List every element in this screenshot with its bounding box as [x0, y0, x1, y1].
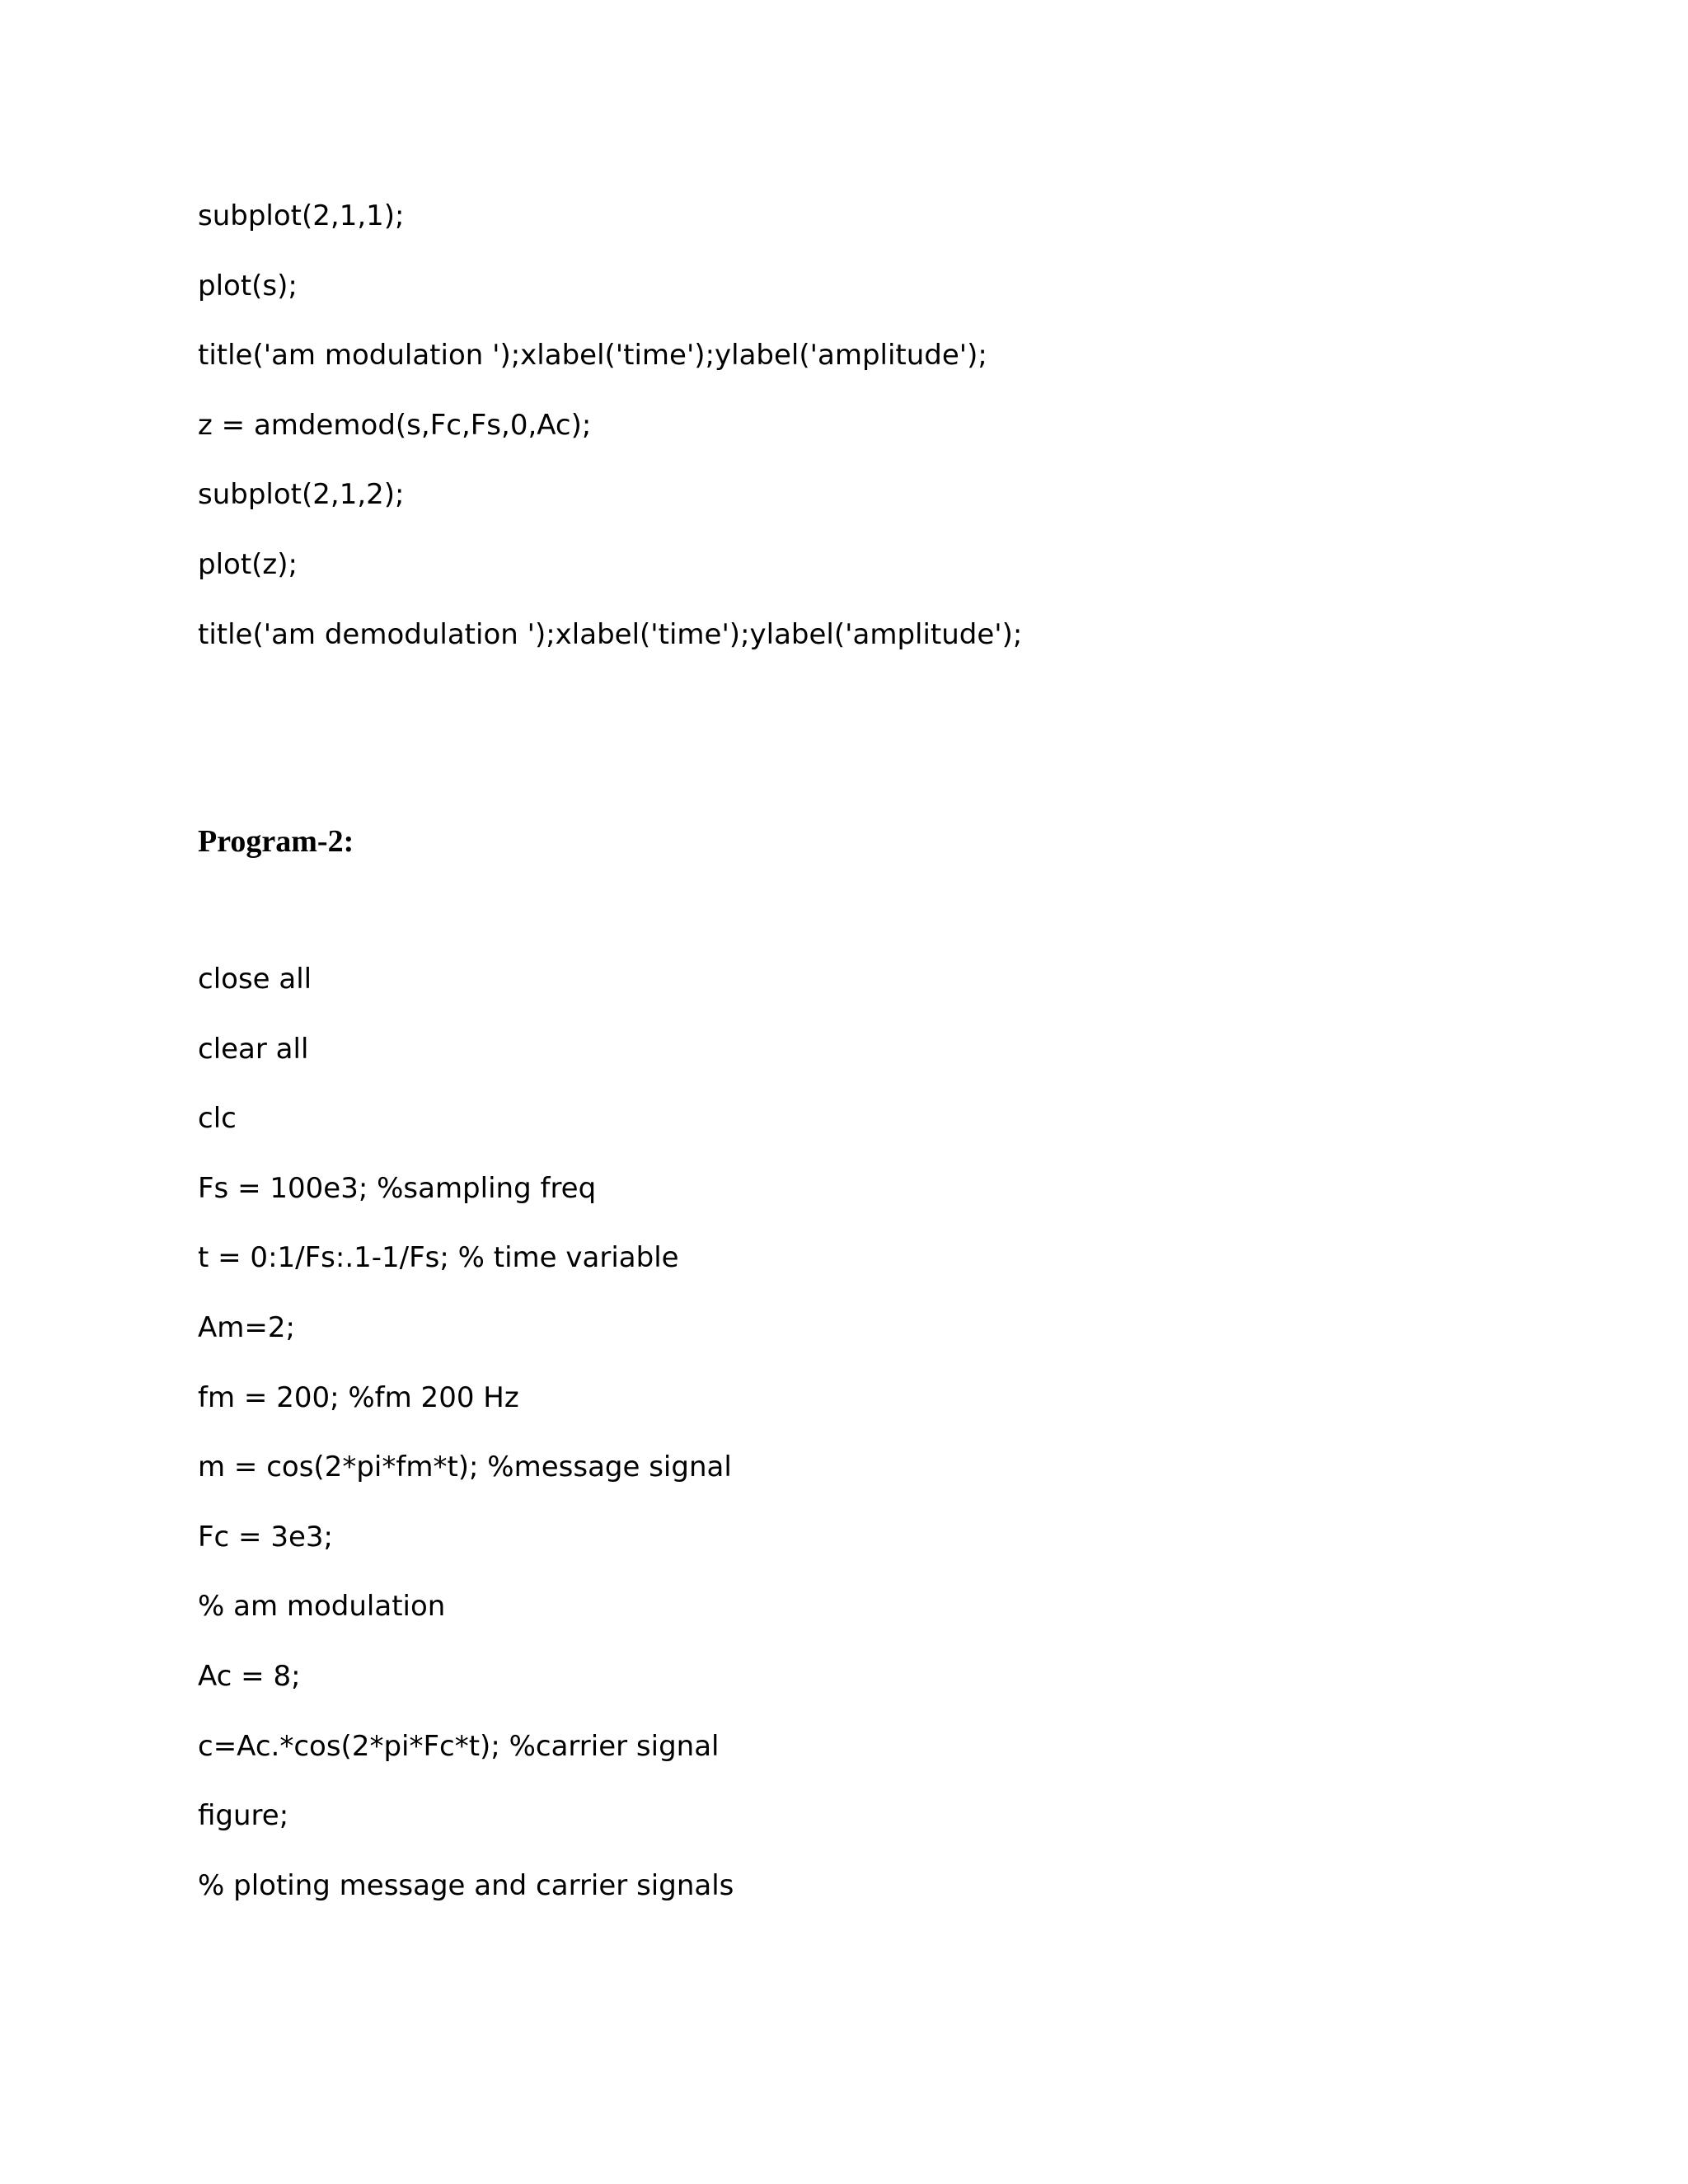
code-line: % ploting message and carrier signals — [198, 1868, 734, 1902]
code-block-program-2 — [198, 944, 734, 1920]
code-line: m = cos(2*pi*fm*t); %message signal — [198, 1451, 732, 1484]
code-line: Fc = 3e3; — [198, 1520, 333, 1554]
code-line: subplot(2,1,1); — [198, 199, 405, 232]
code-line: c=Ac.*cos(2*pi*Fc*t); %carrier signal — [198, 1729, 720, 1763]
code-line: % am modulation — [198, 1590, 446, 1624]
code-line: fm = 200; %fm 200 Hz — [198, 1380, 519, 1414]
code-line: Ac = 8; — [198, 1659, 301, 1693]
code-line: clear all — [198, 1032, 309, 1066]
code-line: t = 0:1/Fs:.1-1/Fs; % time variable — [198, 1241, 679, 1275]
code-line: Fs = 100e3; %sampling freq — [198, 1171, 597, 1205]
code-line: title('am demodulation ');xlabel('time');ylabel('amplitude'); — [198, 617, 1023, 651]
code-line: subplot(2,1,2); — [198, 478, 405, 512]
code-line: z = amdemod(s,Fc,Fs,0,Ac); — [198, 408, 592, 442]
code-line: clc — [198, 1102, 237, 1136]
code-line: close all — [198, 963, 312, 996]
code-line: plot(z); — [198, 547, 298, 581]
code-line: plot(s); — [198, 269, 298, 302]
code-line: Am=2; — [198, 1310, 295, 1344]
code-line: figure; — [198, 1799, 289, 1833]
code-line: title('am modulation ');xlabel('time');ylabel('amplitude'); — [198, 339, 987, 373]
code-block-program-1-end — [198, 181, 1022, 669]
section-heading-program-2: Program-2: — [198, 824, 354, 859]
